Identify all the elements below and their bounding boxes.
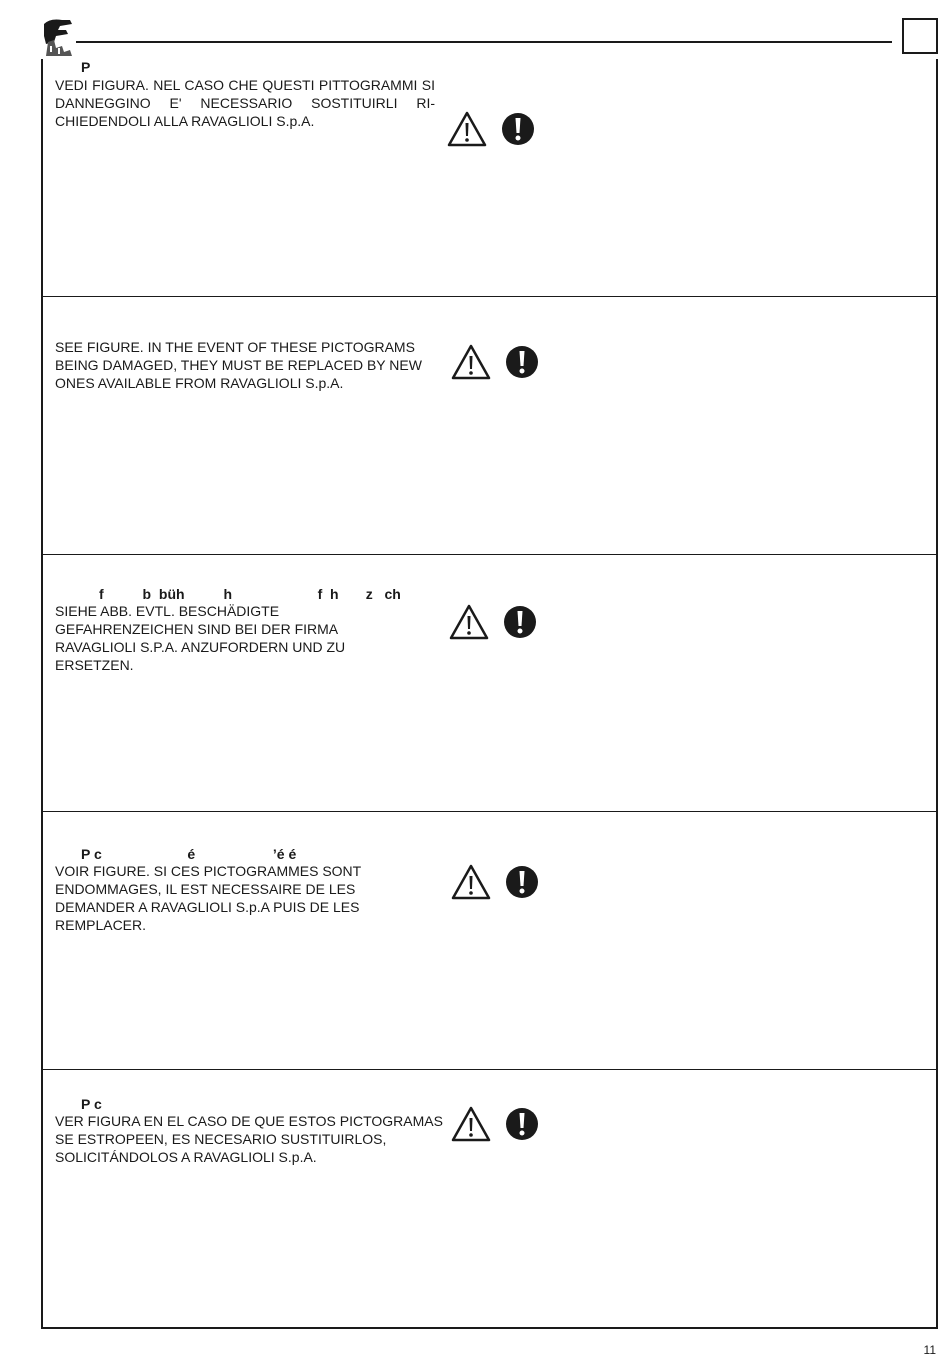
exclamation-circle-icon [503,605,537,639]
section-title: f b büh h f h z ch [99,586,401,602]
exclamation-circle-icon [501,112,535,146]
section-title: P [81,59,91,75]
pictogram-group [447,111,535,147]
section-english [43,296,936,555]
section-title: P c é ’é é [81,846,297,862]
section-french [43,811,936,1070]
section-italian [43,59,936,297]
warning-triangle-icon [451,344,491,380]
header-rule [76,41,892,43]
pictogram-group [451,1106,539,1142]
section-text: SEE FIGURE. IN THE EVENT OF THESE PICTOGRAMS BEING DAMAGED, THEY MUST BE REPLACED BY NEW ONES AVAILABLE FROM RAVAGLIOLI S.p.A. [55,339,422,391]
section-spanish [43,1069,936,1327]
warning-triangle-icon [451,1106,491,1142]
pictogram-group [451,344,539,380]
section-text: VER FIGURA EN EL CASO DE QUE ESTOS PICTOGRAMAS SE ESTROPEEN, ES NECESARIO SUSTITUIRLOS, SOLICITÁNDOLOS A RAVAGLIOLI S.p.A. [55,1113,443,1165]
content-frame [41,59,938,1329]
page-box [902,18,938,54]
exclamation-circle-icon [505,345,539,379]
pictogram-group [449,604,537,640]
page-number: 11 [923,1343,936,1357]
warning-triangle-icon [447,111,487,147]
section-german [43,554,936,812]
section-text: VOIR FIGURE. SI CES PICTOGRAMMES SONT ENDOMMAGES, IL EST NECESSAIRE DE LES DEMANDER A RAVAGLIOLI S.p.A PUIS DE LES REMPLACER. [55,863,361,933]
exclamation-circle-icon [505,865,539,899]
section-text: VEDI FIGURA. NEL CASO CHE QUESTI PITTOGRAMMI SI DANNEGGINO E' NECESSARIO SOSTITUIRLI RI-CHIEDENDOLI ALLA RAVAGLIOLI S.p.A. [55,77,435,129]
section-title: P c [81,1096,102,1112]
pictogram-group [451,864,539,900]
warning-triangle-icon [449,604,489,640]
company-logo-icon [40,16,78,58]
exclamation-circle-icon [505,1107,539,1141]
section-text: SIEHE ABB. EVTL. BESCHÄDIGTE GEFAHRENZEICHEN SIND BEI DER FIRMA RAVAGLIOLI S.P.A. ANZUFORDERN UND ZU ERSETZEN. [55,603,346,673]
warning-triangle-icon [451,864,491,900]
